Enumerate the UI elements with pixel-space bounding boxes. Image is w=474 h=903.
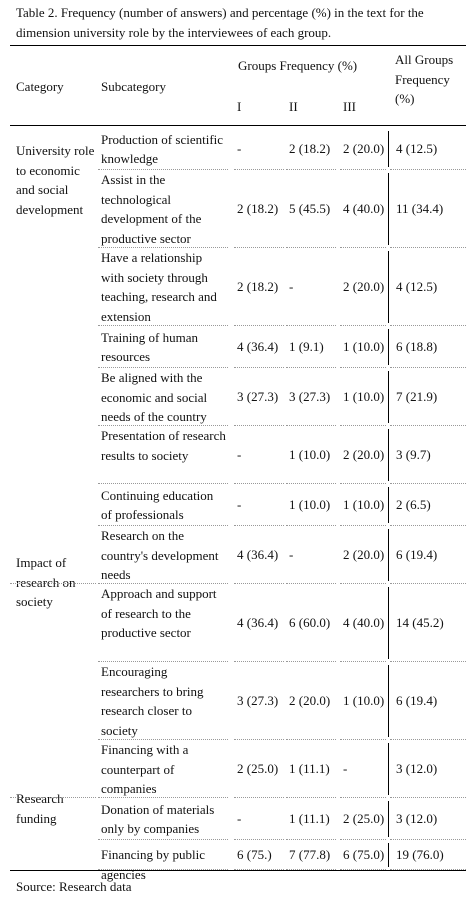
subcategory-cell: Donation of materials only by companies: [101, 801, 215, 836]
all-groups-divider: [388, 743, 389, 795]
group-3-cell: 1 (10.0): [343, 339, 385, 355]
all-groups-divider: [388, 843, 389, 867]
group-2-cell: 1 (11.1): [289, 761, 330, 777]
all-groups-divider: [388, 329, 389, 365]
category-impact-of-research: Impact of research on society: [16, 555, 76, 609]
header-group-2: II: [289, 99, 298, 114]
group-2-cell: 2 (20.0): [289, 693, 331, 709]
table-row: [10, 368, 466, 426]
all-groups-divider: [388, 801, 389, 837]
group-1-cell: 4 (36.4): [237, 339, 279, 355]
group-3-cell: 4 (40.0): [343, 201, 385, 217]
all-groups-divider: [388, 665, 389, 737]
cell-separator: [98, 869, 228, 870]
group-1-cell: -: [237, 811, 242, 827]
all-groups-cell: 3 (9.7): [396, 447, 431, 463]
group-2-cell: -: [289, 279, 294, 295]
table-row: [10, 484, 466, 526]
group-2-cell: 7 (77.8): [289, 847, 331, 863]
group-1-cell: 3 (27.3): [237, 389, 279, 405]
table-row: [10, 170, 466, 248]
all-groups-divider: [388, 429, 389, 481]
all-groups-divider: [388, 131, 389, 167]
cell-separator: [340, 869, 386, 870]
subcategory-cell: Assist in the technological development of the productive sector: [101, 172, 202, 246]
source-note: Source: Research data: [16, 879, 132, 894]
table-caption: Table 2. Frequency (number of answers) and percentage (%) in the text for the dimension university role by the interviewees of each group.: [16, 5, 424, 40]
group-1-cell: -: [237, 497, 242, 513]
table-row: [10, 526, 466, 584]
subcategory-cell: Training of human resources: [101, 329, 199, 364]
table-row: [10, 662, 466, 740]
header-groups-frequency: Groups Frequency (%): [238, 58, 358, 73]
group-2-cell: 5 (45.5): [289, 201, 331, 217]
group-3-cell: 1 (10.0): [343, 497, 385, 513]
subcategory-cell: Presentation of research results to society: [101, 428, 226, 463]
group-2-cell: 6 (60.0): [289, 615, 331, 631]
all-groups-divider: [388, 587, 389, 659]
category-university-role: University role to economic and social development: [16, 143, 95, 217]
group-2-cell: 3 (27.3): [289, 389, 331, 405]
header-rule: [10, 125, 466, 126]
all-groups-cell: 2 (6.5): [396, 497, 431, 513]
subcategory-cell: Financing with a counterpart of companies: [101, 742, 189, 796]
all-groups-cell: 4 (12.5): [396, 141, 438, 157]
table-row: [10, 798, 466, 840]
subcategory-cell: Research on the country's development needs: [101, 528, 219, 582]
header-all-groups: All Groups Frequency (%): [395, 52, 454, 106]
subcategory-cell: Continuing education of professionals: [101, 487, 214, 522]
group-2-cell: 1 (10.0): [289, 497, 331, 513]
subcategory-cell: Encouraging researchers to bring research closer to society: [101, 664, 204, 738]
table-row: [10, 740, 466, 798]
bottom-rule: [10, 870, 466, 871]
group-1-cell: 2 (25.0): [237, 761, 279, 777]
group-1-cell: 2 (18.2): [237, 279, 279, 295]
all-groups-cell: 3 (12.0): [396, 811, 438, 827]
top-rule: [10, 45, 466, 46]
all-groups-cell: 11 (34.4): [396, 201, 444, 217]
table-row: [10, 326, 466, 368]
group-1-cell: 6 (75.): [237, 847, 272, 863]
all-groups-cell: 19 (76.0): [396, 847, 444, 863]
header-category: Category: [16, 79, 64, 94]
group-3-cell: 6 (75.0): [343, 847, 385, 863]
all-groups-divider: [388, 371, 389, 423]
all-groups-divider: [388, 173, 389, 245]
cell-separator: [286, 869, 336, 870]
all-groups-divider: [388, 487, 389, 523]
group-2-cell: 2 (18.2): [289, 141, 331, 157]
all-groups-divider: [388, 251, 389, 323]
cell-separator: [390, 869, 466, 870]
subcategory-cell: Production of scientific knowledge: [101, 131, 224, 166]
group-2-cell: -: [289, 547, 294, 563]
group-1-cell: -: [237, 141, 242, 157]
all-groups-cell: 3 (12.0): [396, 761, 438, 777]
all-groups-divider: [388, 529, 389, 581]
subcategory-cell: Financing by public agencies: [101, 847, 205, 882]
group-3-cell: 2 (25.0): [343, 811, 385, 827]
header-subcategory: Subcategory: [101, 79, 166, 94]
all-groups-cell: 4 (12.5): [396, 279, 438, 295]
group-3-cell: 2 (20.0): [343, 279, 385, 295]
group-2-cell: 1 (10.0): [289, 447, 331, 463]
subcategory-cell: Have a relationship with society through teaching, research and extension: [101, 250, 217, 324]
group-1-cell: 3 (27.3): [237, 693, 279, 709]
subcategory-cell: Be aligned with the economic and social needs of the country: [101, 370, 208, 424]
all-groups-cell: 6 (19.4): [396, 547, 438, 563]
group-1-cell: 4 (36.4): [237, 547, 279, 563]
all-groups-cell: 6 (18.8): [396, 339, 438, 355]
subcategory-cell: Approach and support of research to the productive sector: [101, 586, 217, 640]
header-group-3: III: [343, 99, 356, 114]
cell-separator: [234, 869, 284, 870]
group-2-cell: 1 (9.1): [289, 339, 324, 355]
group-3-cell: 2 (20.0): [343, 547, 385, 563]
table-row: [10, 584, 466, 662]
table-row: [10, 248, 466, 326]
group-3-cell: 1 (10.0): [343, 693, 385, 709]
table-row: [10, 128, 466, 170]
group-3-cell: 2 (20.0): [343, 447, 385, 463]
group-3-cell: 1 (10.0): [343, 389, 385, 405]
group-3-cell: 2 (20.0): [343, 141, 385, 157]
all-groups-cell: 7 (21.9): [396, 389, 438, 405]
table-row: [10, 840, 466, 882]
frequency-table: [10, 45, 466, 882]
group-1-cell: 2 (18.2): [237, 201, 279, 217]
table-row: [10, 426, 466, 484]
group-1-cell: -: [237, 447, 242, 463]
category-research-funding: Research funding: [16, 791, 64, 826]
group-3-cell: 4 (40.0): [343, 615, 385, 631]
group-1-cell: 4 (36.4): [237, 615, 279, 631]
all-groups-cell: 6 (19.4): [396, 693, 438, 709]
header-group-1: I: [237, 99, 242, 114]
all-groups-cell: 14 (45.2): [396, 615, 444, 631]
group-3-cell: -: [343, 761, 348, 777]
group-2-cell: 1 (11.1): [289, 811, 330, 827]
